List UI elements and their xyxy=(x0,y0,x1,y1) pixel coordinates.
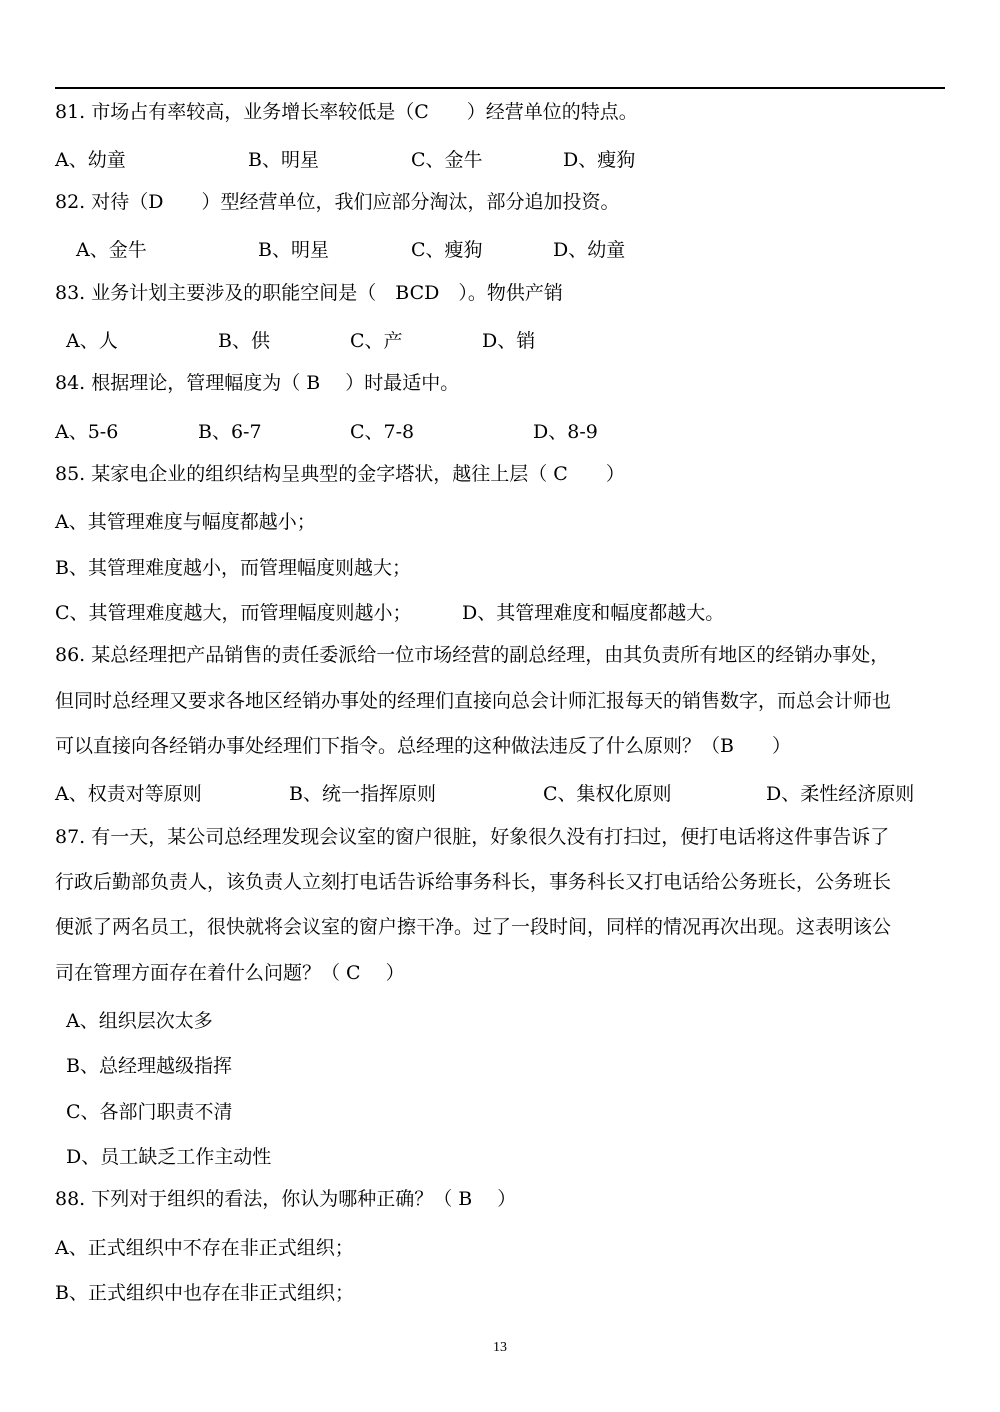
q84-option-c: C、7-8 xyxy=(350,421,415,443)
q84-option-a: A、5-6 xyxy=(55,421,119,443)
question-84-stem: 84. 根据理论，管理幅度为（ B ）时最适中。 xyxy=(55,372,460,394)
q84-option-d: D、8-9 xyxy=(533,421,598,443)
q83-option-d: D、销 xyxy=(482,330,536,352)
q85-option-c: C、其管理难度越大，而管理幅度则越小； xyxy=(55,602,412,624)
q82-option-a: A、金牛 xyxy=(76,239,147,261)
question-87-stem-line-2: 行政后勤部负责人，该负责人立刻打电话告诉给事务科长，事务科长又打电话给公务班长，公务班长 xyxy=(55,871,892,893)
q83-option-b: B、供 xyxy=(218,330,270,352)
q81-option-b: B、明星 xyxy=(248,149,319,171)
question-88-stem: 88. 下列对于组织的看法，你认为哪种正确？（ B ） xyxy=(55,1188,517,1210)
q86-option-c: C、集权化原则 xyxy=(543,783,672,805)
question-82-stem: 82. 对待（D ）型经营单位，我们应部分淘汰，部分追加投资。 xyxy=(55,191,620,213)
header-rule xyxy=(55,87,945,89)
q88-option-b: B、正式组织中也存在非正式组织； xyxy=(55,1282,354,1304)
question-87-stem-line-1: 87. 有一天，某公司总经理发现会议室的窗户很脏，好象很久没有打扫过，便打电话将这件事告诉了 xyxy=(55,826,890,848)
page-number: 13 xyxy=(493,1340,507,1355)
question-86-stem-line-1: 86. 某总经理把产品销售的责任委派给一位市场经营的副总经理，由其负责所有地区的经销办事处， xyxy=(55,644,890,666)
question-83-stem: 83. 业务计划主要涉及的职能空间是（ BCD ）。物供产销 xyxy=(55,282,563,304)
q87-option-d: D、员工缺乏工作主动性 xyxy=(66,1146,272,1168)
q82-option-b: B、明星 xyxy=(258,239,329,261)
q86-option-d: D、柔性经济原则 xyxy=(766,783,915,805)
q85-option-d: D、其管理难度和幅度都越大。 xyxy=(462,602,725,624)
q83-option-a: A、人 xyxy=(66,330,118,352)
q84-option-b: B、6-7 xyxy=(198,421,262,443)
q88-option-a: A、正式组织中不存在非正式组织； xyxy=(55,1237,354,1259)
question-87-stem-line-3: 便派了两名员工，很快就将会议室的窗户擦干净。过了一段时间，同样的情况再次出现。这表明该公 xyxy=(55,916,892,938)
q86-option-b: B、统一指挥原则 xyxy=(289,783,436,805)
question-81-stem: 81. 市场占有率较高，业务增长率较低是（C ）经营单位的特点。 xyxy=(55,101,638,123)
q81-option-a: A、幼童 xyxy=(55,149,126,171)
q87-option-a: A、组织层次太多 xyxy=(66,1010,213,1032)
q81-option-d: D、瘦狗 xyxy=(563,149,636,171)
q85-option-b: B、其管理难度越小，而管理幅度则越大； xyxy=(55,557,411,579)
q86-option-a: A、权责对等原则 xyxy=(55,783,202,805)
q81-option-c: C、金牛 xyxy=(411,149,483,171)
q82-option-d: D、幼童 xyxy=(553,239,626,261)
q85-option-a: A、其管理难度与幅度都越小； xyxy=(55,511,316,533)
q83-option-c: C、产 xyxy=(350,330,403,352)
q87-option-c: C、各部门职责不清 xyxy=(66,1101,233,1123)
q87-option-b: B、总经理越级指挥 xyxy=(66,1055,232,1077)
question-85-stem: 85. 某家电企业的组织结构呈典型的金字塔状，越往上层（ C ） xyxy=(55,463,625,485)
question-86-stem-line-3: 可以直接向各经销办事处经理们下指令。总经理的这种做法违反了什么原则？（B ） xyxy=(55,735,791,757)
question-87-stem-line-4: 司在管理方面存在着什么问题？（ C ） xyxy=(55,962,405,984)
q82-option-c: C、瘦狗 xyxy=(411,239,483,261)
question-86-stem-line-2: 但同时总经理又要求各地区经销办事处的经理们直接向总会计师汇报每天的销售数字，而总会计师也 xyxy=(55,690,892,712)
